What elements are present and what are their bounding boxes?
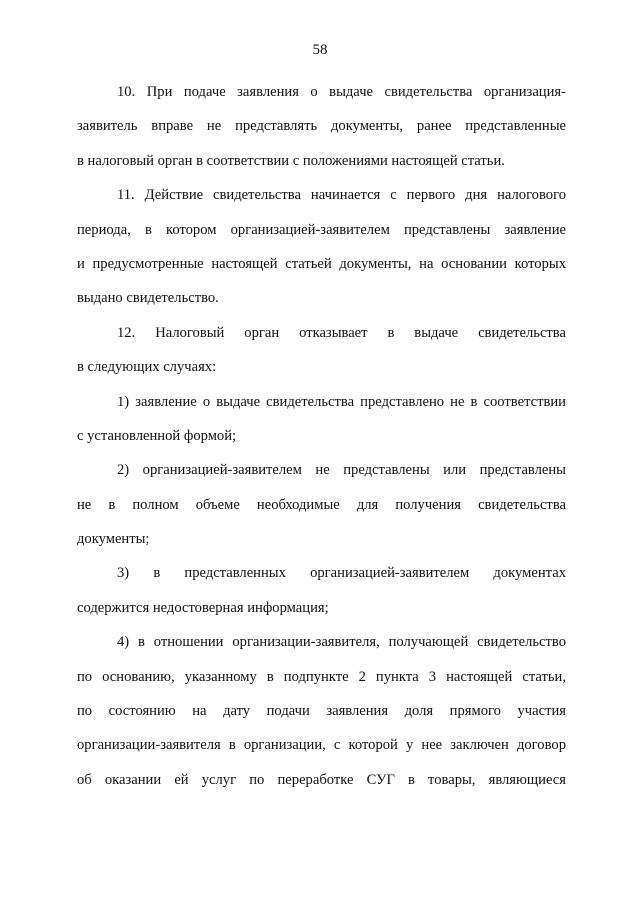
text-line: и предусмотренные настоящей статьей документы, на основании которых: [77, 255, 566, 272]
document-body: [77, 75, 566, 797]
text-line: по основанию, указанному в подпункте 2 пункта 3 настоящей статьи,: [77, 668, 566, 685]
page-number: 58: [312, 42, 328, 58]
text-line: содержится недостоверная информация;: [77, 599, 329, 616]
text-line: 1) заявление о выдаче свидетельства представлено не в соответствии: [117, 393, 566, 410]
text-line: по состоянию на дату подачи заявления доля прямого участия: [77, 703, 566, 720]
text-line: об оказании ей услуг по переработке СУГ в товары, являющиеся: [77, 771, 566, 788]
text-line: выдано свидетельство.: [77, 290, 219, 307]
text-line: документы;: [77, 531, 150, 548]
text-line: периода, в котором организацией-заявителем представлены заявление: [77, 221, 566, 238]
text-line: в налоговый орган в соответствии с положениями настоящей статьи.: [77, 152, 505, 169]
text-line: 10. При подаче заявления о выдаче свидетельства организация-: [117, 84, 566, 100]
text-line: 4) в отношении организации-заявителя, получающей свидетельство: [117, 634, 566, 651]
text-line: 11. Действие свидетельства начинается с первого дня налогового: [117, 187, 566, 204]
text-line: заявитель вправе не представлять документы, ранее представленные: [77, 118, 566, 135]
text-line: организации-заявителя в организации, с которой у нее заключен договор: [77, 737, 566, 754]
text-line: с установленной формой;: [77, 427, 237, 444]
text-line: не в полном объеме необходимые для получения свидетельства: [77, 496, 566, 513]
text-line: в следующих случаях:: [77, 359, 217, 376]
text-line: 2) организацией-заявителем не представлены или представлены: [117, 462, 566, 479]
text-line: 3) в представленных организацией-заявителем документах: [117, 565, 566, 582]
text-line: 12. Налоговый орган отказывает в выдаче свидетельства: [117, 324, 566, 341]
